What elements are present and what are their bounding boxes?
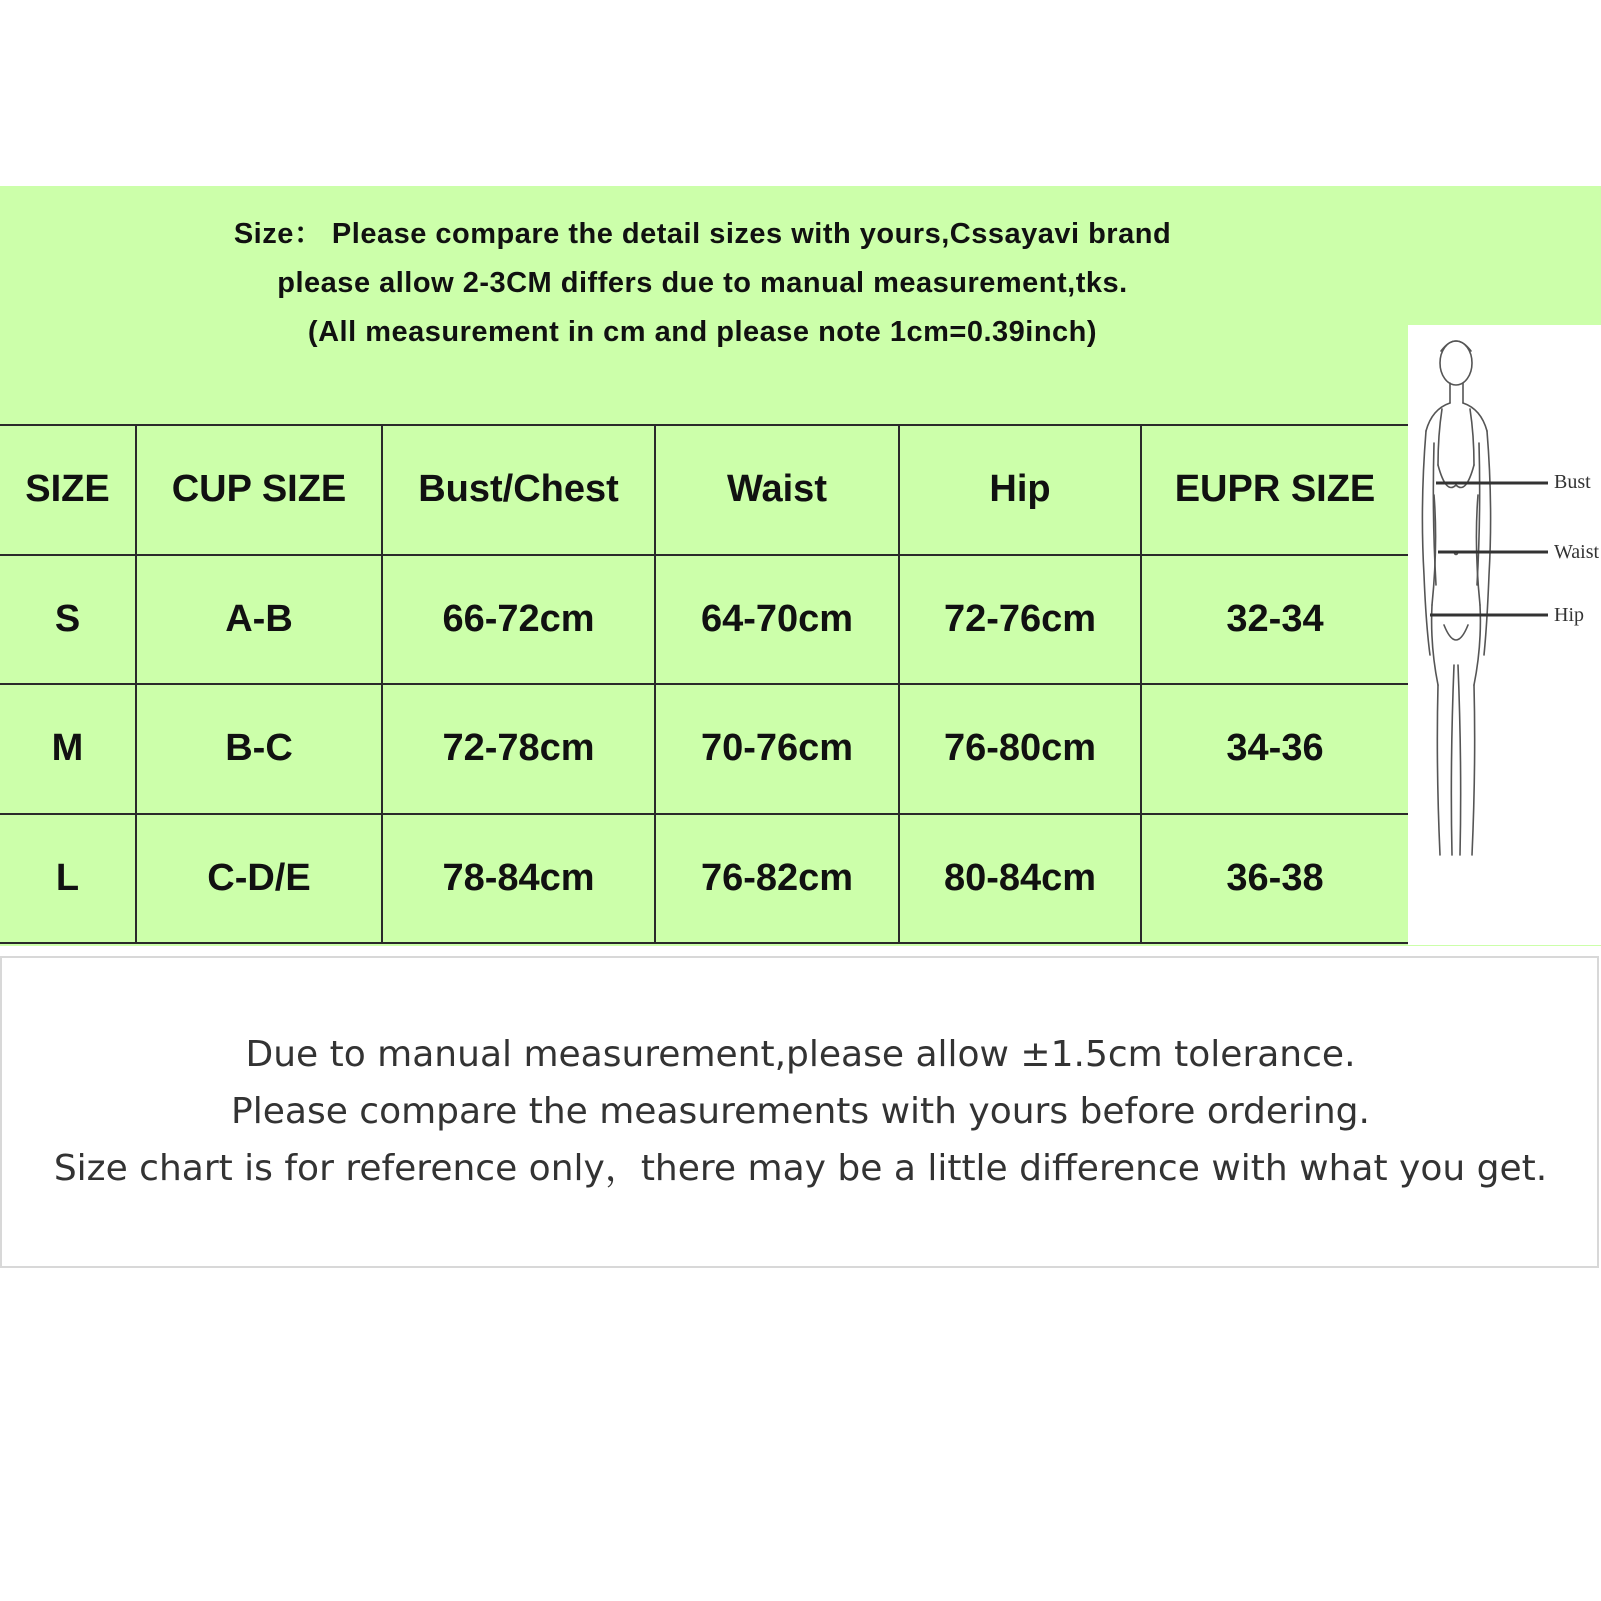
table-cell: 72-78cm bbox=[382, 684, 655, 814]
table-header-row bbox=[0, 425, 1408, 555]
table-cell: 72-76cm bbox=[899, 555, 1141, 685]
size-note-line-1: Size： Please compare the detail sizes with yours,Cssayavi brand bbox=[233, 218, 1172, 250]
table-cell: 76-80cm bbox=[899, 684, 1141, 814]
table-cell: 80-84cm bbox=[899, 814, 1141, 944]
table-cell: 70-76cm bbox=[655, 684, 899, 814]
table-cell: 36-38 bbox=[1141, 814, 1408, 944]
table-cell: 76-82cm bbox=[655, 814, 899, 944]
bust-label: Bust bbox=[1554, 471, 1591, 493]
size-notes bbox=[0, 210, 1405, 357]
size-note-line-2: please allow 2-3CM differs due to manual measurement,tks. bbox=[277, 267, 1128, 299]
notice-line-1: Due to manual measurement,please allow ±1.5cm tolerance. bbox=[245, 1034, 1356, 1075]
table-row bbox=[0, 555, 1408, 685]
notice-line-3: Size chart is for reference only，there may be a little difference with what you get. bbox=[53, 1148, 1548, 1189]
waist-label: Waist bbox=[1554, 541, 1600, 563]
table-cell: C-D/E bbox=[136, 814, 382, 944]
column-header-waist: Waist bbox=[655, 425, 899, 555]
notice-line-2: Please compare the measurements with yours before ordering. bbox=[231, 1091, 1370, 1132]
table-cell: 64-70cm bbox=[655, 555, 899, 685]
column-header-bust-chest: Bust/Chest bbox=[382, 425, 655, 555]
tolerance-notice bbox=[0, 1026, 1601, 1197]
column-header-eupr-size: EUPR SIZE bbox=[1141, 425, 1408, 555]
table-cell: 34-36 bbox=[1141, 684, 1408, 814]
size-table bbox=[0, 424, 1408, 944]
table-cell: 32-34 bbox=[1141, 555, 1408, 685]
hip-label: Hip bbox=[1554, 604, 1584, 626]
body-measurement-figure bbox=[1408, 325, 1601, 945]
column-header-hip: Hip bbox=[899, 425, 1141, 555]
body-outline-icon bbox=[1408, 325, 1601, 945]
column-header-size: SIZE bbox=[0, 425, 136, 555]
table-cell: S bbox=[0, 555, 136, 685]
table-cell: L bbox=[0, 814, 136, 944]
table-row bbox=[0, 684, 1408, 814]
table-cell: 78-84cm bbox=[382, 814, 655, 944]
table-row bbox=[0, 814, 1408, 944]
size-note-line-3: (All measurement in cm and please note 1cm=0.39inch) bbox=[307, 316, 1098, 348]
column-header-cup-size: CUP SIZE bbox=[136, 425, 382, 555]
table-cell: M bbox=[0, 684, 136, 814]
table-cell: B-C bbox=[136, 684, 382, 814]
table-cell: A-B bbox=[136, 555, 382, 685]
table-cell: 66-72cm bbox=[382, 555, 655, 685]
